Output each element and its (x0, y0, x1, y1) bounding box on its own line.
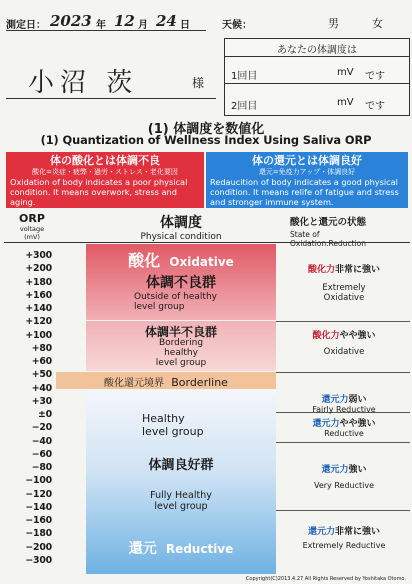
s3-b: 弱い (348, 395, 367, 405)
orp-tick: −80 (31, 462, 52, 474)
border-label (56, 374, 276, 389)
semi-en3: level group (155, 358, 207, 368)
month-value: 12 (114, 12, 135, 30)
border-jp: 酸化還元境界 (104, 378, 165, 389)
s6-a: 還元力 (307, 527, 335, 537)
name-suffix: 様 (192, 76, 205, 90)
female-option: 女 (372, 17, 383, 30)
orp-tick: −20 (31, 422, 52, 434)
round2-desu: です (365, 101, 385, 112)
orp-tick: −180 (25, 528, 52, 540)
zone-border (56, 372, 276, 389)
semi-en2: healthy (164, 348, 198, 358)
state-divider-1 (276, 321, 410, 322)
oxidative-jp: 酸化 (128, 251, 161, 270)
copyright: Copyright(C)2013.4.27 All Rights Reserved by Yoshitaka Otomo. (245, 576, 406, 582)
orp-tick: −120 (25, 488, 52, 500)
poor-en1: Outside of healthy (134, 292, 217, 302)
ph-result-box (224, 38, 410, 116)
orp-tick: −60 (31, 448, 52, 460)
s1-b: 非常に強い (335, 265, 381, 275)
round1-label: 1回目 (231, 71, 258, 82)
title-en: (1) Quantization of Wellness Index Using Saliva ORP (40, 133, 372, 147)
orp-tick: +60 (31, 356, 52, 368)
fully-en2: level group (154, 501, 208, 512)
oxidation-panel-sub: 酸化=炎症・疲弊・過労・ストレス・老化要因 (32, 168, 178, 176)
reduction-panel-sub: 還元=免疫力アップ・体調良好 (258, 168, 356, 176)
s6-en: Extremely Reductive (302, 541, 386, 550)
semi-jp: 体調半不良群 (144, 325, 217, 339)
s4-a: 還元力 (312, 419, 340, 429)
s2-a: 酸化力 (312, 331, 340, 341)
condition-jp: 体調度 (160, 215, 202, 231)
s4-en: Reductive (324, 429, 364, 438)
zone-healthy (86, 390, 276, 574)
round1-desu: です (365, 71, 385, 82)
healthy-en2: level group (142, 425, 204, 438)
state-en1: State of (290, 230, 320, 239)
s2-en: Oxidative (323, 347, 365, 357)
orp-tick: +30 (31, 395, 52, 407)
orp-tick: +200 (25, 263, 52, 275)
year-value: 2023 (50, 12, 92, 30)
weather-label: 天候： (222, 20, 252, 31)
mv-label: (mV) (24, 233, 40, 241)
healthy-en1: Healthy (142, 412, 185, 425)
reductive-jp: 還元 (128, 541, 157, 557)
state-reductive (282, 416, 406, 438)
title-jp: (1) 体調度を数値化 (147, 122, 265, 137)
day-value: 24 (156, 12, 177, 30)
zone-poor (86, 244, 276, 320)
condition-heading (86, 212, 276, 242)
date-row (6, 12, 216, 32)
oxidation-panel-title: 体の酸化とは体調不良 (50, 154, 160, 167)
oxidative-en: Oxidative (169, 255, 234, 269)
orp-heading (4, 212, 60, 241)
s2-b: やや強い (339, 331, 376, 341)
s3-a: 還元力 (321, 395, 349, 405)
ph-title: あなたの体調度は (225, 41, 409, 57)
s1-en1: Extremely (322, 283, 366, 293)
month-unit: 月 (138, 20, 148, 31)
condition-en: Physical condition (140, 232, 222, 242)
s4-b: やや強い (339, 419, 376, 429)
orp-tick: −300 (25, 555, 52, 566)
reduction-panel-en: Redaucition of body indicates a good physical condition. It means relife of fatigue and stress and stronger immune system. (210, 177, 399, 207)
reduction-panel (206, 152, 408, 208)
fully-en1: Fully Healthy (150, 490, 212, 501)
s1-en2: Oxidative (323, 293, 365, 303)
orp-tick: +80 (31, 342, 52, 354)
header-divider (4, 242, 410, 243)
good-jp: 体調良好群 (148, 458, 214, 473)
border-en: Borderline (171, 376, 228, 389)
patient-name: 小沼 茨 (28, 68, 139, 98)
reductive-en: Reductive (165, 542, 234, 556)
day-unit: 日 (180, 20, 190, 31)
oxidation-panel (6, 152, 204, 208)
s3-en: Fairly Reductive (312, 405, 376, 414)
orp-tick: +50 (31, 369, 52, 381)
s5-a: 還元力 (321, 465, 349, 475)
year-unit: 年 (96, 20, 106, 31)
s6-b: 非常に強い (335, 527, 381, 537)
date-label: 測定日： (6, 20, 46, 31)
orp-tick: +120 (25, 316, 52, 328)
state-extremely-oxidative (282, 262, 406, 303)
name-field (6, 62, 218, 102)
state-oxidative (282, 328, 406, 357)
s1-a: 酸化力 (307, 265, 335, 275)
s5-b: 強い (348, 465, 367, 475)
voltage-label: voltage (19, 225, 45, 233)
orp-tick: +140 (25, 303, 52, 315)
orp-tick: +180 (25, 276, 52, 288)
orp-tick: −140 (25, 501, 52, 513)
s5-en: Very Reductive (313, 481, 375, 490)
semi-en1: Bordering (158, 338, 204, 348)
state-divider-2 (276, 372, 410, 373)
date-underline (6, 30, 206, 31)
orp-tick: −100 (25, 475, 52, 487)
state-divider-4 (276, 442, 410, 443)
zone-semi (86, 321, 276, 371)
male-option: 男 (328, 17, 339, 30)
poor-en2: level group (134, 302, 185, 312)
round1-unit: mV (337, 67, 354, 78)
orp-tick: ±0 (38, 409, 52, 421)
round2-unit: mV (337, 97, 354, 108)
state-jp: 酸化と還元の状態 (290, 217, 367, 228)
poor-jp: 体調不良群 (146, 275, 216, 291)
orp-tick: +300 (25, 250, 52, 261)
reduction-panel-title: 体の還元とは体調良好 (252, 154, 362, 167)
state-extremely-reductive (282, 524, 406, 550)
orp-tick: −200 (25, 541, 52, 553)
orp-tick: +40 (31, 382, 52, 394)
orp-tick: −40 (31, 435, 52, 447)
orp-tick: +160 (25, 289, 52, 301)
state-en2: Oxidation.Reduction (290, 239, 367, 248)
state-divider-5 (276, 510, 410, 511)
state-very-reductive (282, 462, 406, 490)
round2-label: 2回目 (231, 101, 258, 112)
orp-tick: +100 (25, 329, 52, 341)
orp-tick: −160 (25, 515, 52, 527)
oxidation-panel-en: Oxidation of body indicates a poor physical condition. It means overwork, stress and aging. (10, 177, 188, 207)
state-fairly-reductive (282, 392, 406, 414)
orp-label: ORP (19, 212, 45, 225)
